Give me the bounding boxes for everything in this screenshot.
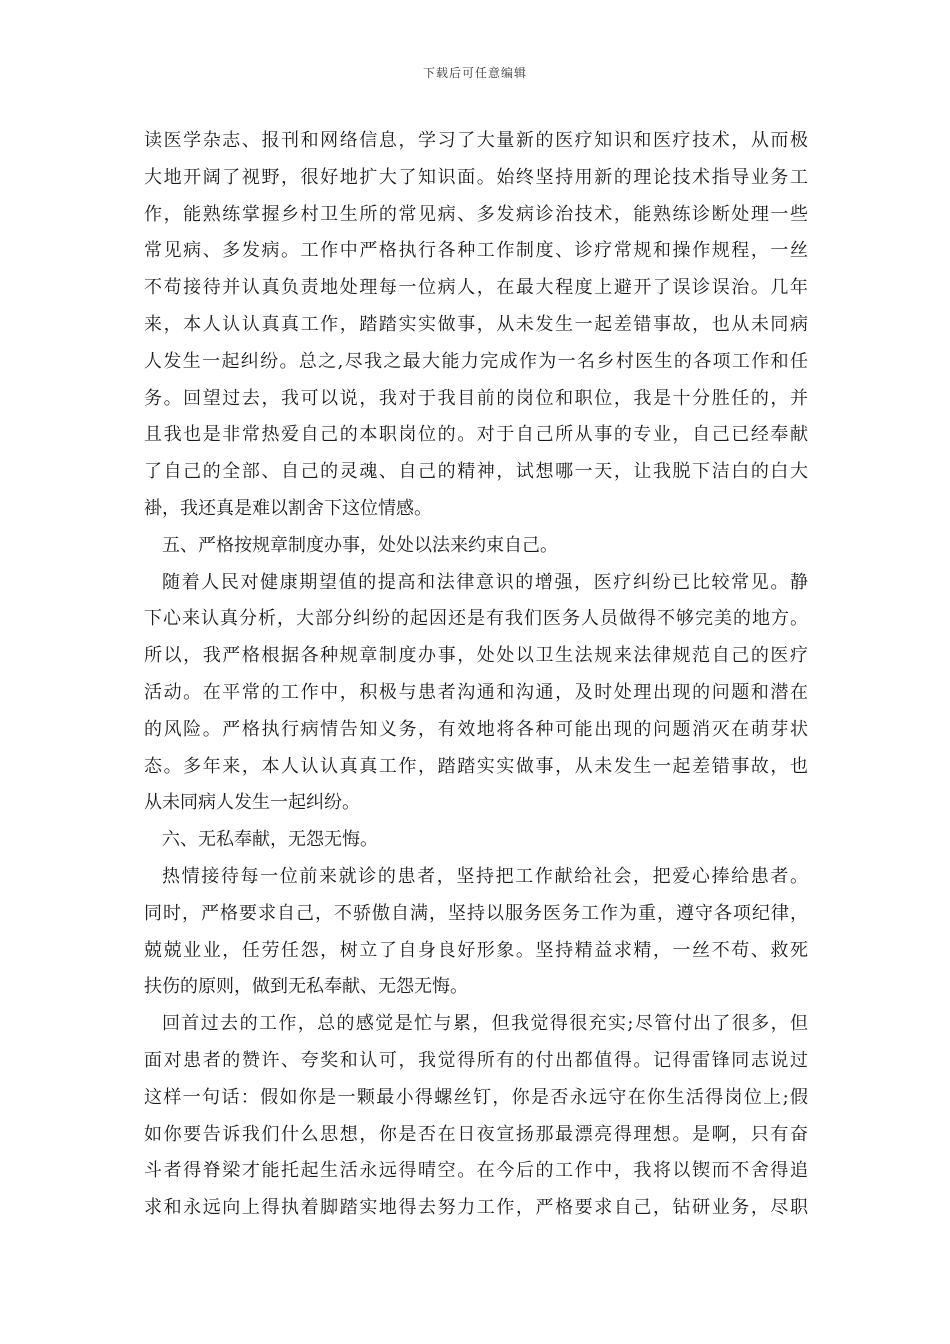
text-line: 读医学杂志、报刊和网络信息，学习了大量新的医疗知识和医疗技术，从而极: [144, 130, 808, 151]
text-line: 这样一句话：假如你是一颗最小得螺丝钉，你是否永远守在你生活得岗位上;假: [144, 1086, 808, 1108]
text-line: 回首过去的工作，总的感觉是忙与累，但我觉得很充实;尽管付出了很多，但: [162, 1013, 808, 1035]
document-body: [144, 123, 808, 1227]
text-line: 作，能熟练掌握乡村卫生所的常见病、多发病诊治技术，能熟练诊断处理一些: [144, 203, 808, 225]
text-line: 大地开阔了视野，很好地扩大了知识面。始终坚持用新的理论技术指导业务工: [144, 166, 808, 188]
text-line: 来，本人认认真真工作，踏踏实实做事，从未发生一起差错事故，也从未同病: [144, 313, 808, 335]
text-line: 随着人民对健康期望值的提高和法律意识的增强，医疗纠纷已比较常见。静: [162, 571, 808, 593]
text-line: 所以，我严格根据各种规章制度办事，处处以卫生法规来法律规范自己的医疗: [144, 645, 808, 667]
text-line: 且我也是非常热爱自己的本职岗位的。对于自己所从事的专业，自己已经奉献: [144, 424, 808, 446]
text-line: 活动。在平常的工作中，积极与患者沟通和沟通，及时处理出现的问题和潜在: [144, 681, 808, 703]
text-line: 如你要告诉我们什么思想，你是否在日夜宣扬那最漂亮得理想。是啊，只有奋: [144, 1123, 808, 1145]
section-heading: 六、无私奉献，无怨无悔。: [162, 829, 378, 851]
text-line: 常见病、多发病。工作中严格执行各种工作制度、诊疗常规和操作规程，一丝: [144, 240, 808, 262]
text-line: 下心来认真分析，大部分纠纷的起因还是有我们医务人员做得不够完美的地方。: [144, 608, 808, 630]
text-line: 人发生一起纠纷。总之,尽我之最大能力完成作为一名乡村医生的各项工作和任: [144, 350, 808, 372]
text-line: 兢兢业业，任劳任怨，树立了自身良好形象。坚持精益求精，一丝不苟、救死: [144, 939, 808, 961]
text-line: 务。回望过去，我可以说，我对于我目前的岗位和职位，我是十分胜任的，并: [144, 387, 808, 409]
section-heading: 五、严格按规章制度办事，处处以法来约束自己。: [162, 534, 558, 556]
text-line: 的风险。严格执行病情告知义务，有效地将各种可能出现的问题消灭在萌芽状: [144, 718, 808, 740]
text-line: 扶伤的原则，做到无私奉献、无怨无悔。: [144, 976, 468, 998]
text-line: 从未同病人发生一起纠纷。: [144, 792, 360, 814]
text-line: 了自己的全部、自己的灵魂、自己的精神，试想哪一天，让我脱下洁白的白大: [144, 461, 808, 483]
text-line: 斗者得脊梁才能托起生活永远得晴空。在今后的工作中，我将以锲而不舍得追: [144, 1160, 808, 1182]
text-line: 态。多年来，本人认认真真工作，踏踏实实做事，从未发生一起差错事故，也: [144, 755, 808, 777]
text-line: 面对患者的赞许、夸奖和认可，我觉得所有的付出都值得。记得雷锋同志说过: [144, 1049, 808, 1071]
text-line: 褂，我还真是难以割舍下这位情感。: [144, 497, 432, 519]
text-line: 求和永远向上得执着脚踏实地得去努力工作，严格要求自己，钻研业务，尽职: [144, 1197, 808, 1219]
page-header: 下载后可任意编辑: [422, 66, 527, 80]
text-line: 不苟接待并认真负责地处理每一位病人，在最大程度上避开了误诊误治。几年: [144, 277, 808, 299]
text-line: 同时，严格要求自己，不骄傲自满，坚持以服务医务工作为重，遵守各项纪律，: [144, 902, 808, 924]
text-line: 热情接待每一位前来就诊的患者，坚持把工作献给社会，把爱心捧给患者。: [162, 865, 808, 887]
